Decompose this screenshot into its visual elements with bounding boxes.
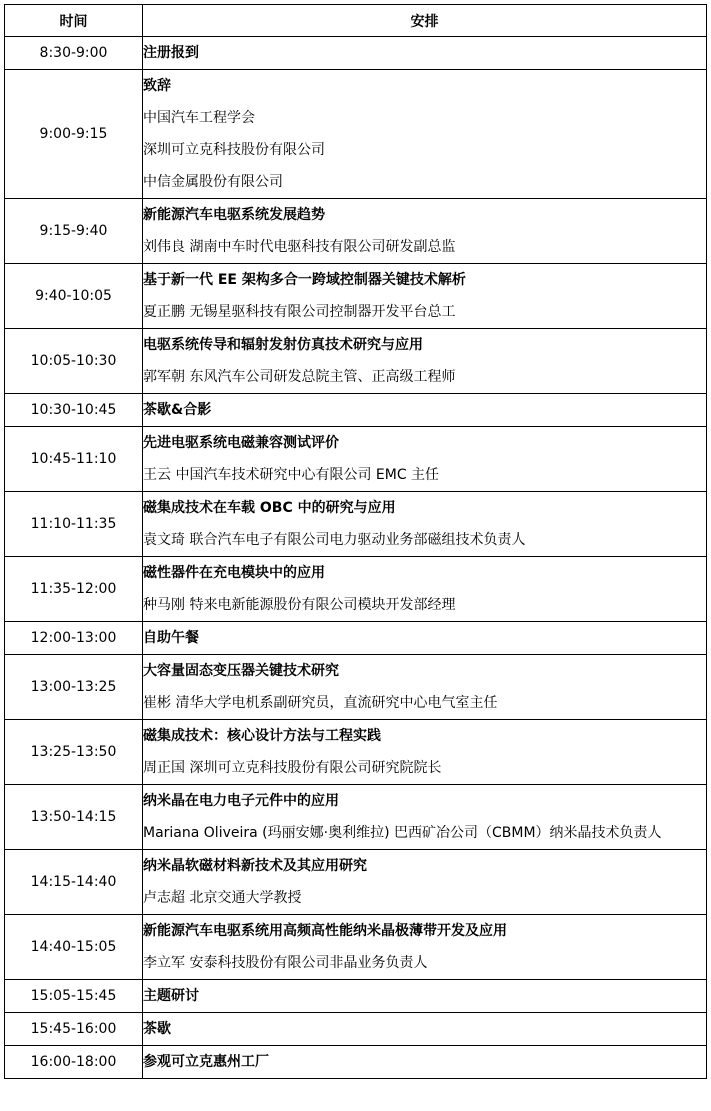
agenda-cell [143, 557, 707, 622]
session-detail: 崔彬 清华大学电机系副研究员，直流研究中心电气室主任 [143, 695, 498, 711]
agenda-cell [143, 394, 707, 427]
table-row [5, 1013, 707, 1046]
table-row [5, 329, 707, 394]
agenda-cell [143, 1046, 707, 1079]
agenda-cell [143, 264, 707, 329]
time-cell: 11:10-11:35 [5, 492, 143, 557]
session-detail: 王云 中国汽车技术研究中心有限公司 EMC 主任 [143, 467, 440, 483]
session-title: 注册报到 [143, 45, 199, 61]
session-detail: 周正国 深圳可立克科技股份有限公司研究院院长 [143, 760, 442, 776]
time-cell: 9:00-9:15 [5, 70, 143, 199]
session-title: 磁集成技术：核心设计方法与工程实践 [143, 728, 381, 744]
agenda-cell [143, 70, 707, 199]
table-row [5, 557, 707, 622]
table-row [5, 492, 707, 557]
agenda-cell [143, 720, 707, 785]
time-cell: 12:00-13:00 [5, 622, 143, 655]
time-cell: 9:15-9:40 [5, 199, 143, 264]
session-detail: Mariana Oliveira (玛丽安娜·奥利维拉) 巴西矿冶公司（CBMM）纳米晶技术负责人 [143, 825, 662, 841]
table-row [5, 394, 707, 427]
session-title: 主题研讨 [143, 988, 199, 1004]
table-row [5, 720, 707, 785]
table-row [5, 850, 707, 915]
session-title: 茶歇&合影 [143, 402, 212, 418]
agenda-cell [143, 199, 707, 264]
session-detail: 种马刚 特来电新能源股份有限公司模块开发部经理 [143, 597, 456, 613]
session-title: 先进电驱系统电磁兼容测试评价 [143, 435, 339, 451]
schedule-table [4, 4, 707, 1079]
agenda-cell [143, 329, 707, 394]
session-title: 茶歇 [143, 1021, 171, 1037]
session-title: 参观可立克惠州工厂 [143, 1054, 269, 1070]
table-row [5, 427, 707, 492]
session-detail: 刘伟良 湖南中车时代电驱科技有限公司研发副总监 [143, 239, 456, 255]
session-detail: 李立军 安泰科技股份有限公司非晶业务负责人 [143, 955, 428, 971]
session-title: 纳米晶在电力电子元件中的应用 [143, 793, 339, 809]
time-cell: 15:45-16:00 [5, 1013, 143, 1046]
session-title: 自助午餐 [143, 630, 199, 646]
session-detail: 中信金属股份有限公司 [143, 174, 283, 190]
time-column-header: 时间 [5, 5, 143, 37]
time-cell: 13:00-13:25 [5, 655, 143, 720]
agenda-cell [143, 850, 707, 915]
agenda-cell [143, 37, 707, 70]
header-row [5, 5, 707, 37]
time-cell: 10:30-10:45 [5, 394, 143, 427]
table-row [5, 264, 707, 329]
table-row [5, 199, 707, 264]
table-row [5, 785, 707, 850]
session-title: 基于新一代 EE 架构多合一跨域控制器关键技术解析 [143, 272, 466, 288]
time-cell: 16:00-18:00 [5, 1046, 143, 1079]
session-title: 致辞 [143, 78, 171, 94]
agenda-cell [143, 427, 707, 492]
time-cell: 10:05-10:30 [5, 329, 143, 394]
table-row [5, 655, 707, 720]
time-cell: 14:40-15:05 [5, 915, 143, 980]
table-row [5, 1046, 707, 1079]
session-title: 磁集成技术在车载 OBC 中的研究与应用 [143, 500, 396, 516]
time-cell: 14:15-14:40 [5, 850, 143, 915]
table-row [5, 37, 707, 70]
agenda-column-header: 安排 [143, 5, 707, 37]
session-detail: 卢志超 北京交通大学教授 [143, 890, 302, 906]
time-cell: 9:40-10:05 [5, 264, 143, 329]
session-title: 纳米晶软磁材料新技术及其应用研究 [143, 858, 367, 874]
session-title: 新能源汽车电驱系统用高频高性能纳米晶极薄带开发及应用 [143, 923, 507, 939]
agenda-cell [143, 980, 707, 1013]
time-cell: 15:05-15:45 [5, 980, 143, 1013]
time-cell: 8:30-9:00 [5, 37, 143, 70]
schedule-body [5, 37, 707, 1079]
time-cell: 13:25-13:50 [5, 720, 143, 785]
time-cell: 13:50-14:15 [5, 785, 143, 850]
agenda-cell [143, 492, 707, 557]
time-cell: 11:35-12:00 [5, 557, 143, 622]
agenda-cell [143, 915, 707, 980]
session-title: 磁性器件在充电模块中的应用 [143, 565, 325, 581]
table-row [5, 915, 707, 980]
session-detail: 郭军朝 东风汽车公司研发总院主管、正高级工程师 [143, 369, 456, 385]
session-detail: 袁文琦 联合汽车电子有限公司电力驱动业务部磁组技术负责人 [143, 532, 526, 548]
session-title: 新能源汽车电驱系统发展趋势 [143, 207, 325, 223]
session-detail: 夏正鹏 无锡星驱科技有限公司控制器开发平台总工 [143, 304, 456, 320]
session-title: 电驱系统传导和辐射发射仿真技术研究与应用 [143, 337, 423, 353]
session-title: 大容量固态变压器关键技术研究 [143, 663, 339, 679]
time-cell: 10:45-11:10 [5, 427, 143, 492]
session-detail: 中国汽车工程学会 [143, 110, 255, 126]
agenda-cell [143, 1013, 707, 1046]
table-row [5, 622, 707, 655]
agenda-cell [143, 785, 707, 850]
table-row [5, 70, 707, 199]
agenda-cell [143, 655, 707, 720]
table-row [5, 980, 707, 1013]
agenda-cell [143, 622, 707, 655]
session-detail: 深圳可立克科技股份有限公司 [143, 142, 325, 158]
